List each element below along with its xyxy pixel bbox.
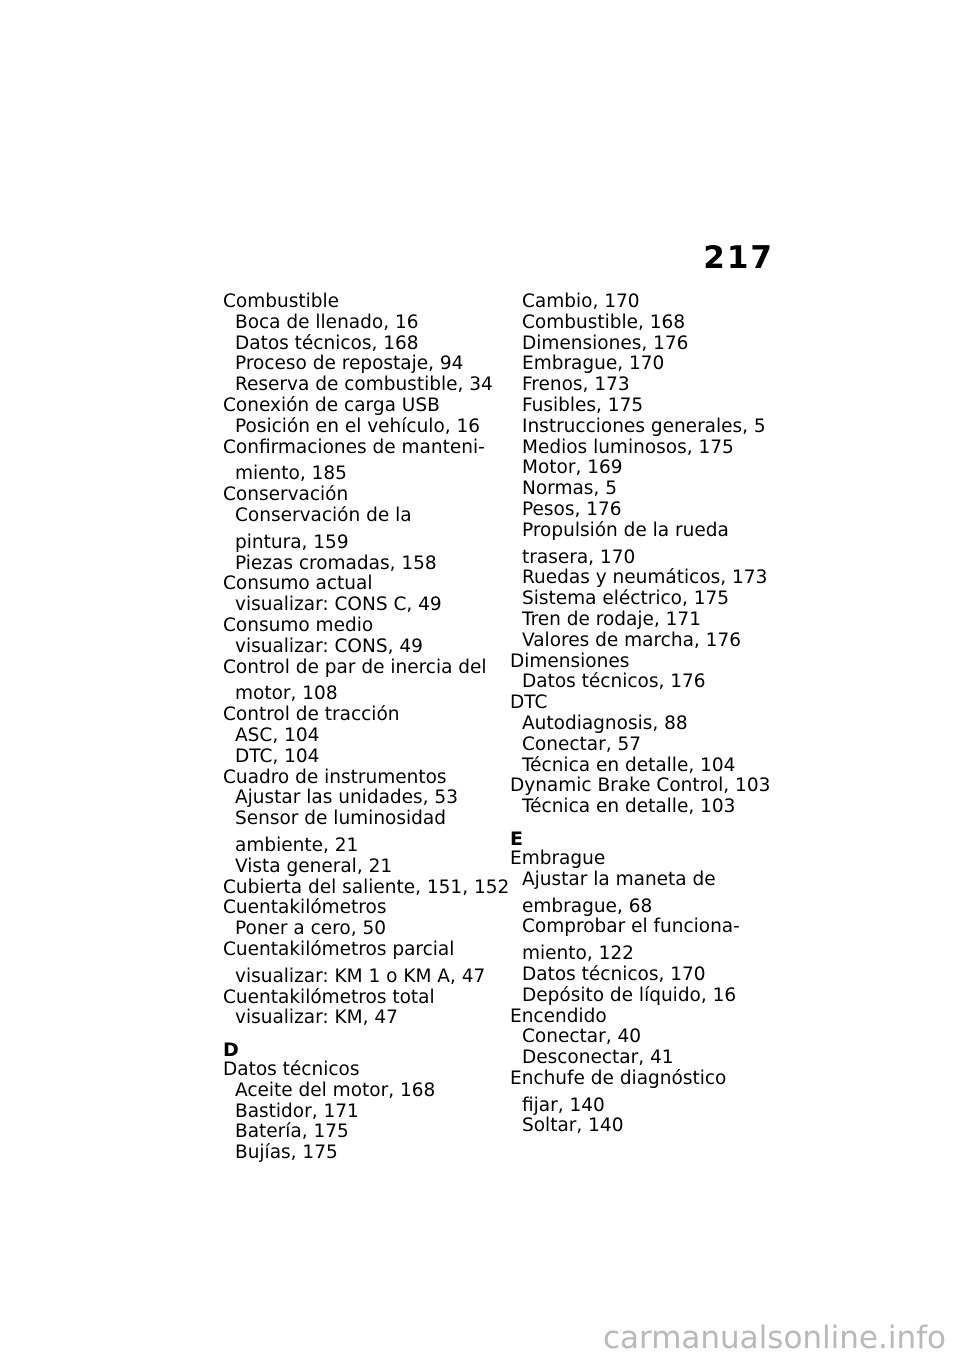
index-subentry: visualizar: KM, 47	[235, 1007, 398, 1029]
index-entry: Consumo medio	[223, 614, 374, 636]
index-subentry: Bastidor, 171	[235, 1100, 359, 1122]
index-subentry: Embrague, 170	[522, 353, 665, 375]
index-entry: Dynamic Brake Control, 103	[510, 775, 771, 797]
index-subentry: Autodiagnosis, 88	[522, 712, 688, 734]
watermark: carmanualsonline.info	[602, 1320, 946, 1356]
index-subentry: ambiente, 21	[235, 834, 359, 856]
index-subentry: fijar, 140	[522, 1094, 605, 1116]
index-entry: Dimensiones	[510, 650, 630, 672]
index-subentry: Técnica en detalle, 104	[522, 754, 736, 776]
index-entry: Cuentakilómetros	[223, 897, 387, 919]
index-subentry: Piezas cromadas, 158	[235, 552, 437, 574]
index-entry: Cubierta del saliente, 151, 152	[223, 876, 510, 898]
index-subentry: Batería, 175	[235, 1121, 349, 1143]
index-entry: Cuadro de instrumentos	[223, 766, 447, 788]
index-entry: Combustible	[223, 291, 340, 312]
index-subentry: Combustible, 168	[522, 311, 686, 333]
index-subentry: Posición en el vehículo, 16	[235, 415, 481, 437]
index-subentry: Instrucciones generales, 5	[522, 415, 766, 437]
index-subentry: Propulsión de la rueda	[522, 519, 729, 541]
index-entry: Encendido	[510, 1005, 607, 1027]
index-subentry: Ruedas y neumáticos, 173	[522, 567, 768, 589]
index-subentry: Vista general, 21	[235, 855, 393, 877]
index-subentry: Ajustar la maneta de	[522, 868, 716, 890]
index-subentry: Aceite del motor, 168	[235, 1079, 436, 1101]
index-entry: Datos técnicos	[223, 1059, 360, 1081]
index-subentry: Depósito de líquido, 16	[522, 984, 737, 1006]
index-subentry: Datos técnicos, 170	[522, 963, 706, 985]
index-entry: Cuentakilómetros parcial	[223, 938, 455, 960]
index-subentry: visualizar: CONS C, 49	[235, 594, 442, 616]
index-entry: DTC	[510, 692, 548, 714]
index-subentry: Pesos, 176	[522, 498, 622, 520]
index-subentry: Medios luminosos, 175	[522, 436, 734, 458]
index-subentry: Datos técnicos, 168	[235, 332, 419, 354]
index-column-right	[510, 292, 785, 1137]
index-entry: Consumo actual	[223, 573, 373, 595]
index-subentry: Poner a cero, 50	[235, 918, 386, 940]
index-subentry: Frenos, 173	[522, 374, 630, 396]
page-number: 217	[703, 240, 774, 276]
index-subentry: pintura, 159	[235, 531, 349, 553]
index-column-left	[223, 291, 510, 1164]
index-subentry: motor, 108	[235, 683, 338, 705]
index-subentry: visualizar: CONS, 49	[235, 635, 423, 657]
index-entry: Conexión de carga USB	[223, 394, 440, 416]
section-letter: E	[510, 827, 523, 850]
index-subentry: DTC, 104	[235, 745, 320, 767]
index-subentry: Cambio, 170	[522, 291, 640, 312]
index-subentry: Desconectar, 41	[522, 1047, 674, 1069]
index-subentry: Reserva de combustible, 34	[235, 374, 493, 396]
index-subentry: Fusibles, 175	[522, 394, 644, 416]
index-entry: Cuentakilómetros total	[223, 986, 435, 1008]
index-subentry: Boca de llenado, 16	[235, 311, 419, 333]
index-subentry: Normas, 5	[522, 478, 617, 500]
index-subentry: Datos técnicos, 176	[522, 671, 706, 693]
index-entry: Control de tracción	[223, 704, 400, 726]
section-letter: D	[223, 1039, 239, 1062]
index-subentry: embrague, 68	[522, 895, 653, 917]
index-subentry: Dimensiones, 176	[522, 332, 689, 354]
index-subentry: Técnica en detalle, 103	[522, 796, 736, 818]
index-subentry: Soltar, 140	[522, 1115, 624, 1137]
index-subentry: Ajustar las unidades, 53	[235, 787, 458, 809]
index-subentry: Proceso de repostaje, 94	[235, 353, 464, 375]
index-entry: Confirmaciones de manteni-	[223, 436, 485, 458]
index-subentry: Motor, 169	[522, 457, 623, 479]
index-entry: Control de par de inercia del	[223, 656, 487, 678]
index-subentry: miento, 122	[522, 943, 634, 965]
index-subentry: Conectar, 57	[522, 733, 642, 755]
index-subentry: Conservación de la	[235, 504, 412, 526]
index-subentry: Tren de rodaje, 171	[522, 608, 701, 630]
index-subentry: Conectar, 40	[522, 1026, 642, 1048]
index-subentry: trasera, 170	[522, 546, 636, 568]
index-subentry: miento, 185	[235, 463, 347, 485]
index-subentry: Comprobar el funciona-	[522, 916, 740, 938]
index-subentry: Bujías, 175	[235, 1142, 338, 1164]
index-subentry: Sistema eléctrico, 175	[522, 588, 730, 610]
index-entry: Embrague	[510, 847, 606, 869]
index-entry: Conservación	[223, 484, 349, 506]
index-subentry: Valores de marcha, 176	[522, 629, 741, 651]
index-subentry: Sensor de luminosidad	[235, 808, 446, 830]
index-entry: Enchufe de diagnóstico	[510, 1067, 727, 1089]
index-subentry: ASC, 104	[235, 724, 320, 746]
index-subentry: visualizar: KM 1 o KM A, 47	[235, 965, 486, 987]
